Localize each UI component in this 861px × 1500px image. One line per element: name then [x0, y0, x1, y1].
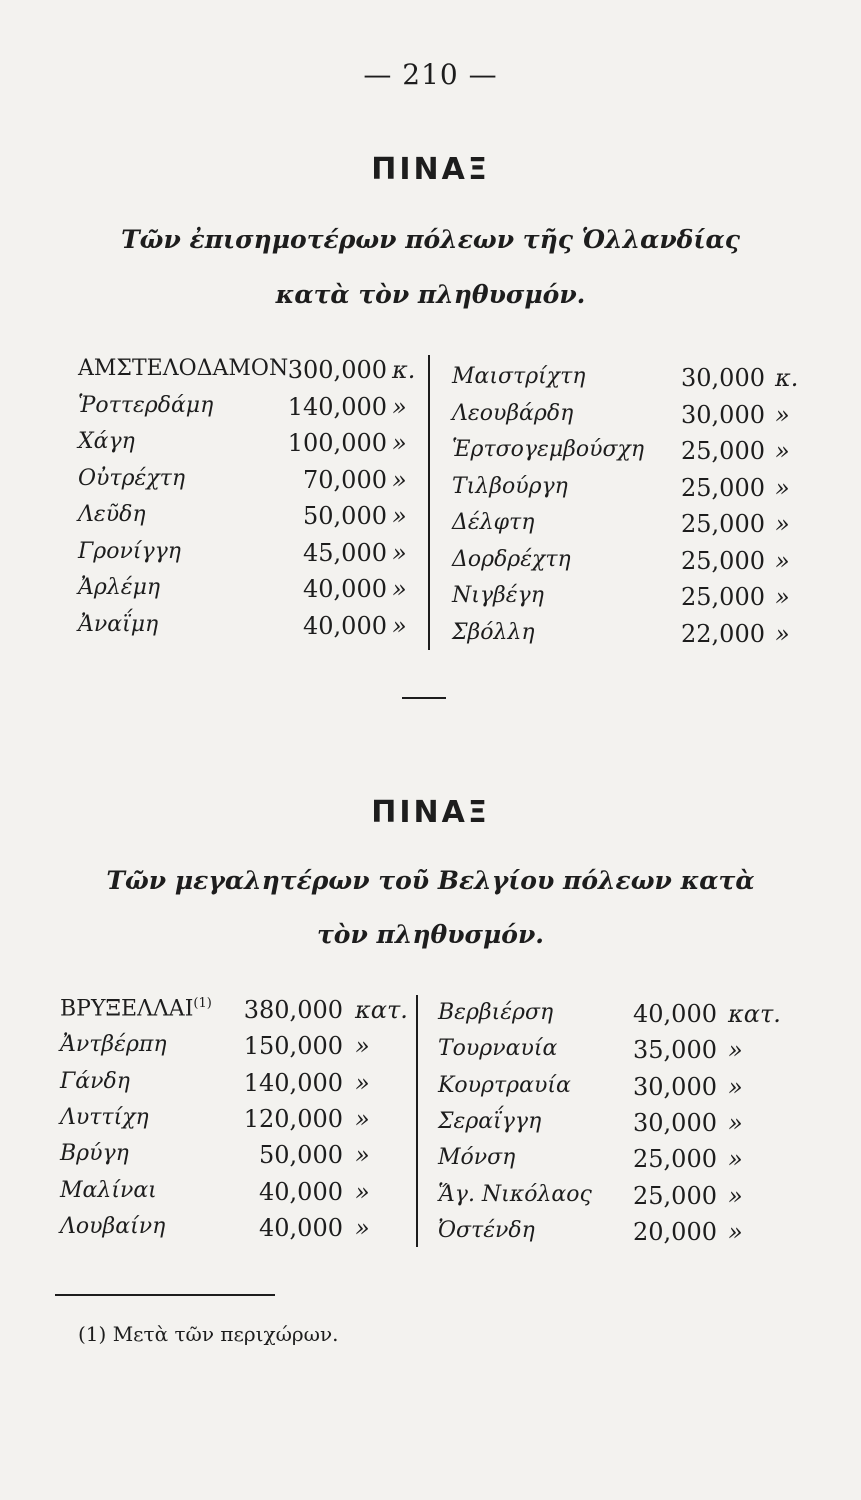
table2-left-population-value: 40,000	[259, 1213, 343, 1242]
table2-left-population-value: 140,000	[243, 1068, 343, 1097]
table1-right-city-name: Νιγβέγη	[452, 583, 544, 608]
table2-right-population-value: 40,000	[633, 1000, 717, 1028]
table2-left-population-value: 50,000	[259, 1141, 343, 1170]
table2-right-population-value: 30,000	[633, 1108, 717, 1137]
table2-left-city-name: Μαλίναι	[60, 1177, 157, 1203]
table2-right-population-value: 25,000	[633, 1181, 717, 1210]
table1-left-city-name: Ἀναΐμη	[78, 611, 159, 637]
table1-right-population-unit: »	[775, 400, 790, 429]
table1-right-population-value: 30,000	[681, 364, 765, 392]
table1-left-population-unit: »	[392, 575, 407, 603]
table1-right-population-unit: »	[775, 583, 790, 611]
table2-left-city-name: ΒΡΥΞΕΛΛΑΙ$^{(1)}$	[60, 996, 212, 1022]
table1-right-city-name: Μαιστρίχτη	[452, 364, 586, 389]
table1-left-city-name: Ῥοττερδάμη	[78, 392, 214, 418]
table2-right-city-name: Μόνση	[438, 1145, 516, 1171]
table1-right-city-name: Τιλβούργη	[452, 473, 568, 499]
table1-right-city-name: Λεουβάρδη	[452, 400, 574, 426]
table1-left-population-value: 40,000	[303, 611, 387, 640]
table1-left-population-unit: »	[392, 611, 407, 640]
table1-right-population-unit: κ.	[775, 364, 799, 392]
table2-left-city-name: Λουβαίνη	[60, 1213, 166, 1239]
table2-left-city-name: Γάνδη	[60, 1068, 130, 1094]
table1-right-population-value: 30,000	[681, 400, 765, 429]
table2-left-population-unit: »	[355, 1068, 370, 1097]
table1-left-city-name: ΑΜΣΤΕΛΟΔΑΜΟΝ	[78, 356, 289, 381]
page-number: — 210 —	[363, 58, 498, 91]
table1-right-city-name: Ἑρτσογεμβούσχη	[452, 437, 644, 462]
table1-right-population-unit: »	[775, 546, 790, 575]
table1-left-population-value: 300,000	[287, 356, 387, 384]
table2-right-population-unit: »	[728, 1108, 743, 1137]
table2-left-population-value: 150,000	[243, 1032, 343, 1061]
table1-right-population-unit: »	[775, 510, 790, 538]
table1-left-population-value: 70,000	[303, 465, 387, 494]
table2-left-population-unit: κατ.	[355, 996, 408, 1024]
table1-right-population-value: 25,000	[681, 583, 765, 611]
table1-left-population-unit: »	[392, 465, 407, 494]
table1-left-city-name: Χάγη	[78, 429, 135, 454]
table2-subtitle-line1: Τῶν μεγαλητέρων τοῦ Βελγίου πόλεων κατὰ	[106, 866, 755, 895]
table1-right-population-value: 25,000	[681, 473, 765, 502]
footnote: (1) Μετὰ τῶν περιχώρων.	[78, 1322, 339, 1346]
table1-left-population-unit: κ.	[392, 356, 416, 384]
table1-subtitle-line2: κατὰ τὸν πληθυσμόν.	[275, 280, 586, 309]
table2-left-population-unit: »	[355, 1213, 370, 1242]
table2-right-city-name: Βερβιέρση	[438, 1000, 554, 1025]
table2-right-population-value: 30,000	[633, 1072, 717, 1101]
table2-right-population-unit: »	[728, 1072, 743, 1101]
table2-left-population-unit: »	[355, 1141, 370, 1170]
table1-right-population-unit: »	[775, 473, 790, 502]
table2-right-population-unit: »	[728, 1181, 743, 1210]
table2-right-population-unit: »	[728, 1145, 743, 1174]
table2-left-city-name: Βρύγη	[60, 1141, 129, 1167]
table2-right-population-value: 25,000	[633, 1145, 717, 1174]
table2-right-city-name: Σεραΐγγη	[438, 1108, 542, 1134]
table1-left-city-name: Γρονίγγη	[78, 538, 181, 564]
table2-right-city-name: Τουρναυία	[438, 1036, 558, 1062]
table1-left-population-value: 45,000	[303, 538, 387, 567]
table1-title: ΠΙΝΑΞ	[371, 152, 490, 187]
table1-right-population-value: 22,000	[681, 619, 765, 648]
table2-right-population-unit: »	[728, 1036, 743, 1065]
table2-left-population-unit: »	[355, 1177, 370, 1206]
table1-left-population-unit: »	[392, 429, 407, 457]
table1-left-population-value: 140,000	[287, 392, 387, 421]
table2-title: ΠΙΝΑΞ	[371, 795, 490, 830]
table1-right-population-unit: »	[775, 437, 790, 465]
table2-left-population-value: 120,000	[243, 1104, 343, 1133]
table1-right-city-name: Δέλφτη	[452, 510, 535, 535]
table2-right-population-unit: κατ.	[728, 1000, 781, 1028]
table1-right-population-unit: »	[775, 619, 790, 648]
table2-left-population-value: 380,000	[243, 996, 343, 1024]
footnote-rule	[55, 1294, 275, 1296]
table2-left-city-name: Λυττίχη	[60, 1104, 149, 1130]
section-separator	[402, 697, 446, 699]
table1-right-city-name: Δορδρέχτη	[452, 546, 571, 572]
table2-subtitle-line2: τὸν πληθυσμόν.	[316, 920, 545, 949]
footnote-marker: (1)	[193, 996, 212, 1011]
table1-left-city-name: Λεῦδη	[78, 502, 146, 527]
table2-right-population-value: 20,000	[633, 1217, 717, 1246]
table2-right-population-value: 35,000	[633, 1036, 717, 1065]
table2-right-population-unit: »	[728, 1217, 743, 1246]
table1-right-city-name: Σβόλλη	[452, 619, 535, 645]
table2-column-divider	[416, 995, 418, 1247]
table1-left-population-unit: »	[392, 392, 407, 421]
table1-left-city-name: Ἀρλέμη	[78, 575, 161, 600]
table2-right-city-name: Ὀστένδη	[438, 1217, 535, 1243]
table1-right-population-value: 25,000	[681, 510, 765, 538]
table2-right-city-name: Κουρτραυία	[438, 1072, 571, 1098]
table1-left-population-unit: »	[392, 502, 407, 530]
table2-right-city-name: Ἅγ. Νικόλαος	[438, 1181, 592, 1207]
table1-left-population-unit: »	[392, 538, 407, 567]
table2-left-city-name: Ἀντβέρπη	[60, 1032, 167, 1058]
table2-left-population-unit: »	[355, 1032, 370, 1061]
table1-left-population-value: 40,000	[303, 575, 387, 603]
table1-right-population-value: 25,000	[681, 437, 765, 465]
table2-left-population-value: 40,000	[259, 1177, 343, 1206]
table1-left-city-name: Οὐτρέχτη	[78, 465, 186, 491]
table2-left-population-unit: »	[355, 1104, 370, 1133]
table1-right-population-value: 25,000	[681, 546, 765, 575]
table1-column-divider	[428, 355, 430, 650]
table1-subtitle-line1: Τῶν ἐπισημοτέρων πόλεων τῆς Ὁλλανδίας	[121, 225, 740, 254]
table1-left-population-value: 50,000	[303, 502, 387, 530]
table1-left-population-value: 100,000	[287, 429, 387, 457]
